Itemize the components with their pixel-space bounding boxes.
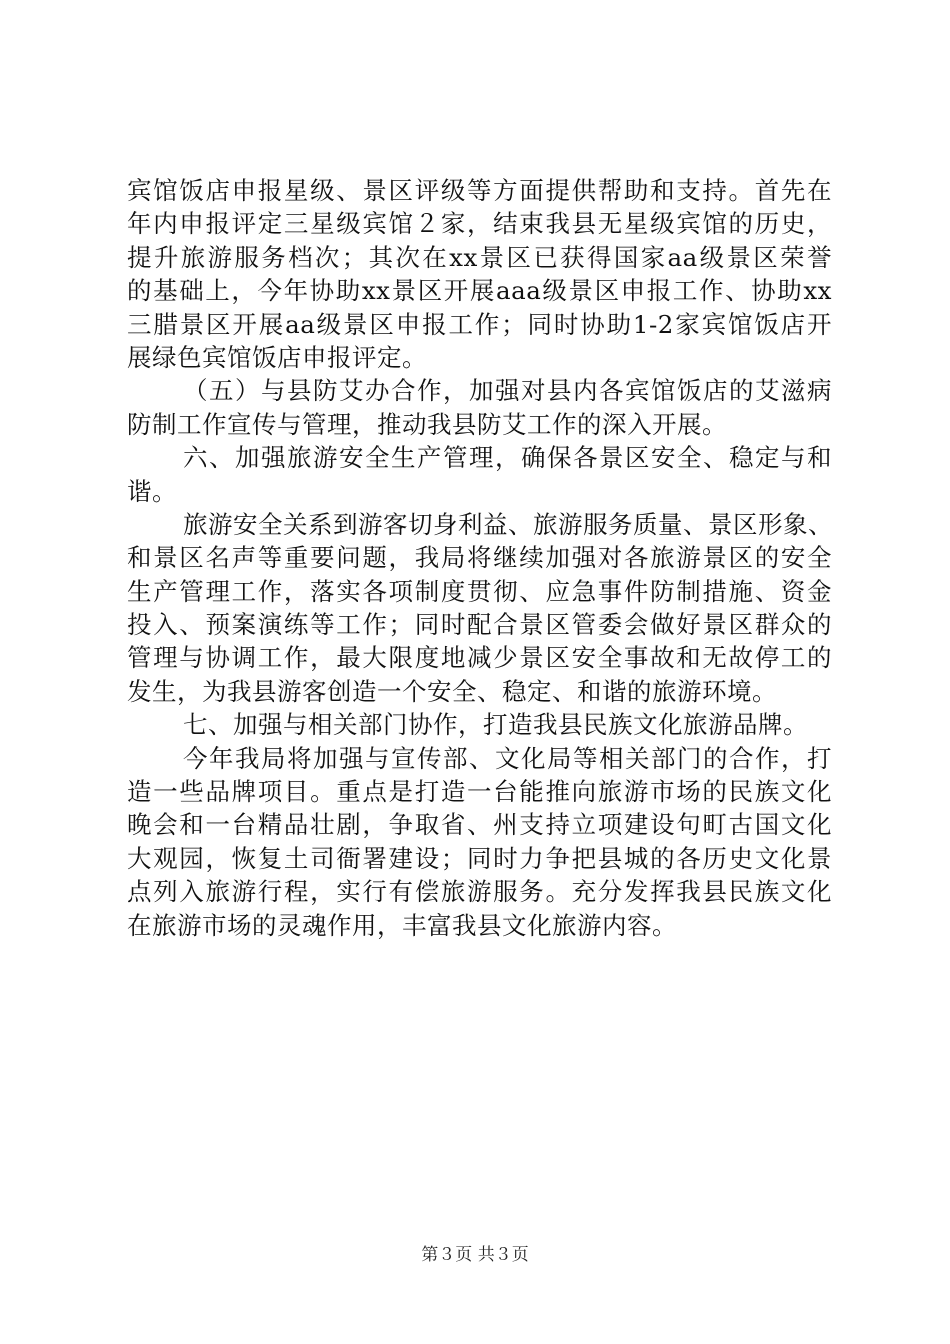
text-line: 晚会和一台精品壮剧，争取省、州支持立项建设句町古国文化 xyxy=(127,810,832,840)
document-body xyxy=(127,174,832,942)
section-five-line: （五）与县防艾办合作，加强对县内各宾馆饭店的艾滋病 xyxy=(183,376,832,406)
text-line: 和景区名声等重要问题，我局将继续加强对各旅游景区的安全 xyxy=(127,543,832,573)
text-line: 投入、预案演练等工作；同时配合景区管委会做好景区群众的 xyxy=(127,610,832,640)
section-six-heading-end: 谐。 xyxy=(127,476,177,506)
text-line: 生产管理工作，落实各项制度贯彻、应急事件防制措施、资金 xyxy=(127,576,832,606)
section-seven-heading: 七、加强与相关部门协作，打造我县民族文化旅游品牌。 xyxy=(183,710,808,740)
text-line: 点列入旅游行程，实行有偿旅游服务。充分发挥我县民族文化 xyxy=(127,877,832,907)
text-line: 在旅游市场的灵魂作用，丰富我县文化旅游内容。 xyxy=(127,910,677,940)
text-line: 三腊景区开展aa级景区申报工作；同时协助1-2家宾馆饭店开 xyxy=(127,309,832,339)
paragraph-start: 今年我局将加强与宣传部、文化局等相关部门的合作，打 xyxy=(183,743,832,773)
text-line: 的基础上，今年协助xx景区开展aaa级景区申报工作、协助xx xyxy=(127,276,832,306)
text-line: 提升旅游服务档次；其次在xx景区已获得国家aa级景区荣誉 xyxy=(127,242,832,272)
page-footer xyxy=(0,1243,950,1267)
paragraph-start: 旅游安全关系到游客切身利益、旅游服务质量、景区形象、 xyxy=(183,509,833,539)
text-line: 造一些品牌项目。重点是打造一台能推向旅游市场的民族文化 xyxy=(127,777,832,807)
text-line: 年内申报评定三星级宾馆２家，结束我县无星级宾馆的历史， xyxy=(127,209,832,239)
text-line: 管理与协调工作，最大限度地减少景区安全事故和无故停工的 xyxy=(127,643,832,673)
text-line: 大观园，恢复土司衙署建设；同时力争把县城的各历史文化景 xyxy=(127,843,832,873)
text-line: 防制工作宣传与管理，推动我县防艾工作的深入开展。 xyxy=(127,409,727,439)
text-line: 宾馆饭店申报星级、景区评级等方面提供帮助和支持。首先在 xyxy=(127,176,832,205)
page-number: 第３页 共３页 xyxy=(421,1245,529,1265)
section-six-heading: 六、加强旅游安全生产管理，确保各景区安全、稳定与和 xyxy=(183,443,832,473)
text-line: 发生，为我县游客创造一个安全、稳定、和谐的旅游环境。 xyxy=(127,676,777,706)
text-line: 展绿色宾馆饭店申报评定。 xyxy=(127,342,427,372)
